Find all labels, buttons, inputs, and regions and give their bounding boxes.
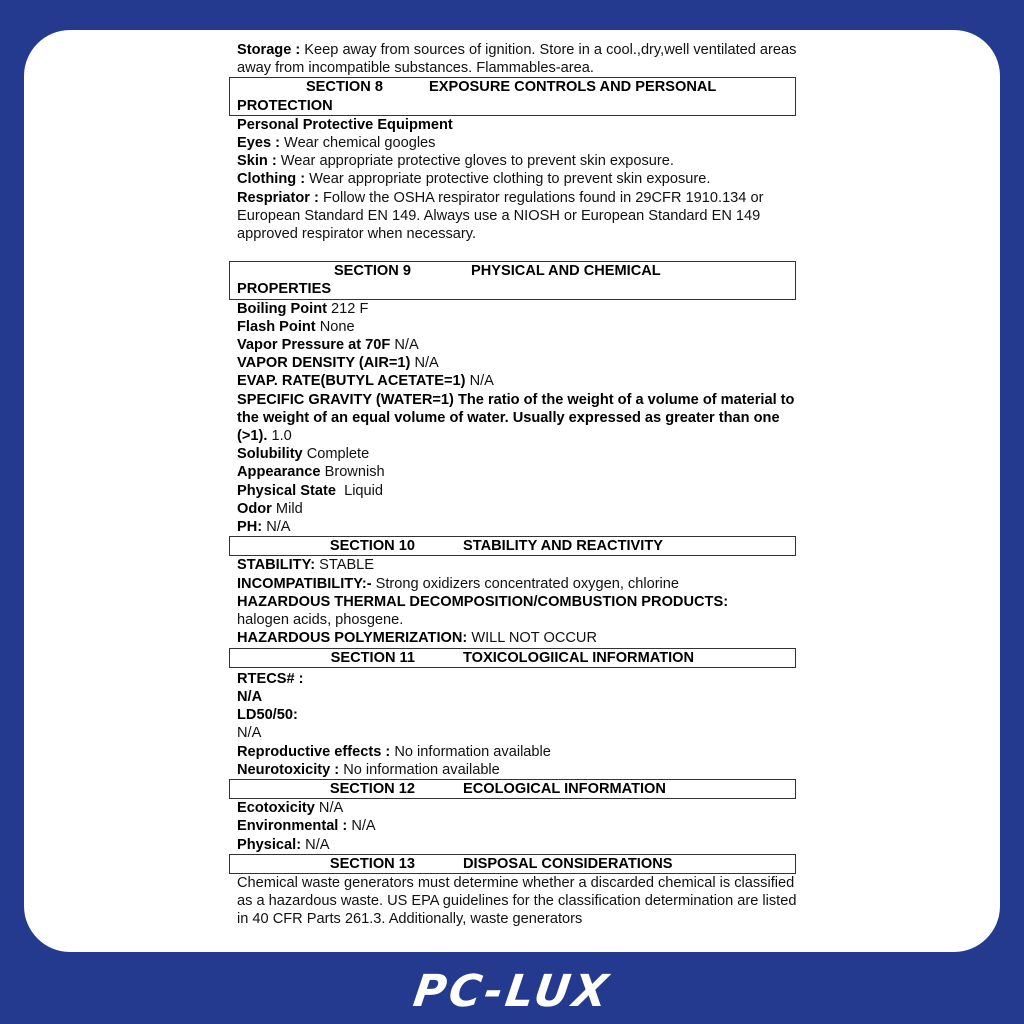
section-number: SECTION 13 (329, 855, 415, 872)
ld50-label: LD50/50: (237, 707, 298, 724)
ph-line: PH: N/A (237, 519, 291, 536)
section-title: STABILITY AND REACTIVITY (463, 538, 663, 555)
section-title: PHYSICAL AND CHEMICAL (471, 263, 661, 280)
section-10-header (229, 536, 796, 556)
section-title-cont: PROPERTIES (237, 281, 332, 298)
section-number: SECTION 10 (329, 538, 415, 555)
appearance-line: Appearance Brownish (237, 464, 385, 481)
evap-rate-line: EVAP. RATE(BUTYL ACETATE=1) N/A (237, 373, 494, 390)
storage-line: Storage : Keep away from sources of ignition. Store in a cool.,dry,well ventilated areas away from incompatible substances. Flammables-area. (237, 42, 797, 77)
thermal-decomposition-value: halogen acids, phosgene. (237, 612, 404, 629)
section-12-header (229, 779, 796, 799)
thermal-decomposition-heading: HAZARDOUS THERMAL DECOMPOSITION/COMBUSTION PRODUCTS: (237, 593, 729, 610)
section-number: SECTION 8 (305, 79, 383, 96)
section-number: SECTION 11 (330, 649, 415, 666)
section-11-header (229, 648, 796, 668)
section-title: TOXICOLOGIICAL INFORMATION (463, 649, 695, 666)
stability-line: STABILITY: STABLE (237, 557, 375, 574)
neurotoxicity-line: Neurotoxicity : No information available (237, 761, 500, 778)
sds-document (237, 41, 797, 929)
rtecs-value: N/A (237, 688, 263, 705)
section-number: SECTION 12 (329, 780, 415, 797)
environmental-line: Environmental : N/A (237, 818, 376, 835)
vapor-density-line: VAPOR DENSITY (AIR=1) N/A (237, 355, 439, 372)
section-title: EXPOSURE CONTROLS AND PERSONAL (429, 79, 717, 96)
respirator-line: Respriator : Follow the OSHA respirator regulations found in 29CFR 1910.134 or European Standard EN 149. Always use a NIOSH or European Standard EN 149 approved respirator when necessary. (237, 189, 764, 243)
flash-point-line: Flash Point None (237, 318, 355, 335)
boiling-point-line: Boiling Point 212 F (237, 300, 369, 317)
reproductive-line: Reproductive effects : No information available (237, 743, 551, 760)
physical-state-line: Physical State Liquid (237, 482, 384, 499)
section-13-header (229, 854, 796, 874)
disposal-text: Chemical waste generators must determine whether a discarded chemical is classified as a hazardous waste. US EPA guidelines for the classification determination are listed in 40 CFR Parts 261.3. Additionally, waste generators (237, 874, 797, 928)
odor-line: Odor Mild (237, 500, 303, 517)
ld50-value: N/A (237, 725, 262, 742)
eyes-line: Eyes : Wear chemical googles (237, 135, 436, 152)
incompatibility-line: INCOMPATIBILITY:- Strong oxidizers concentrated oxygen, chlorine (237, 575, 680, 592)
section-9-header (229, 261, 796, 299)
section-title: DISPOSAL CONSIDERATIONS (463, 855, 673, 872)
solubility-line: Solubility Complete (237, 446, 370, 463)
clothing-line: Clothing : Wear appropriate protective clothing to prevent skin exposure. (237, 171, 711, 188)
vapor-pressure-line: Vapor Pressure at 70F N/A (237, 337, 419, 354)
polymerization-line: HAZARDOUS POLYMERIZATION: WILL NOT OCCUR (237, 630, 597, 647)
skin-line: Skin : Wear appropriate protective gloves to prevent skin exposure. (237, 153, 674, 170)
ecotoxicity-line: Ecotoxicity N/A (237, 800, 344, 817)
physical-line: Physical: N/A (237, 836, 330, 853)
section-8-header (229, 77, 796, 115)
rtecs-label: RTECS# : (237, 670, 304, 687)
brand-logo: PC-LUX (410, 966, 614, 1017)
section-number: SECTION 9 (333, 263, 411, 280)
specific-gravity-line: SPECIFIC GRAVITY (WATER=1) The ratio of the weight of a volume of material to the weight of an equal volume of water. Usually expressed as greater than one (>1). 1.0 (237, 391, 795, 445)
ppe-heading: Personal Protective Equipment (237, 116, 453, 133)
section-title-cont: PROTECTION (237, 97, 333, 114)
section-title: ECOLOGICAL INFORMATION (463, 780, 666, 797)
